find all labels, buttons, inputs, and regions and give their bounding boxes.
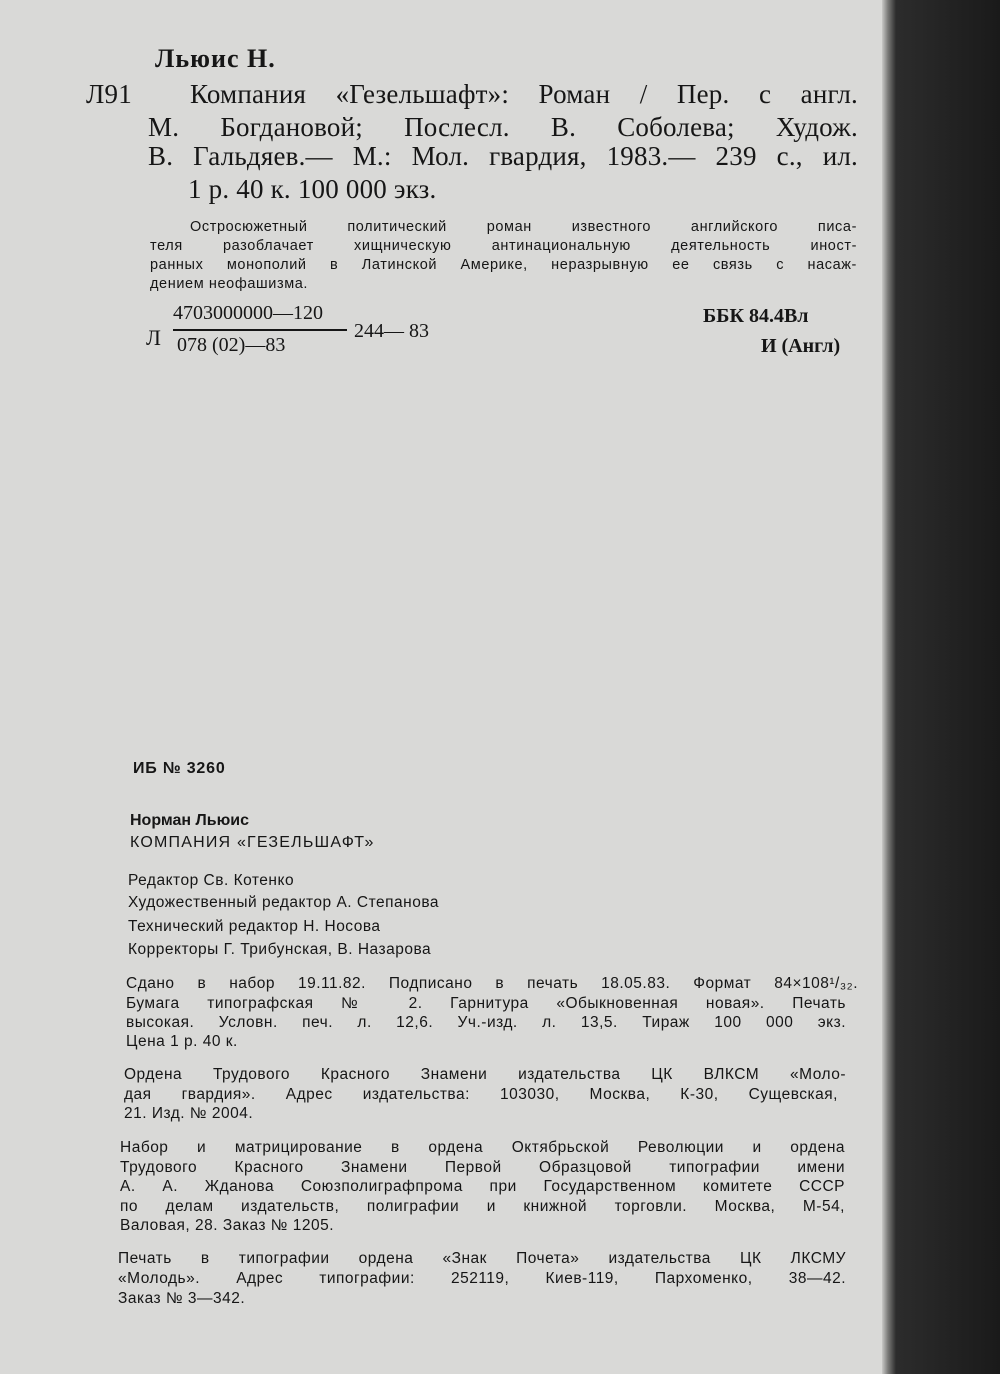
annotation-line: дением неофашизма. — [150, 276, 309, 292]
printing-line: Печать в типографии ордена «Знак Почета» издательства ЦК ЛКСМУ — [118, 1250, 846, 1267]
index-letter: Л — [146, 325, 161, 350]
production-line: высокая. Условн. печ. л. 12,6. Уч.-изд. л. 13,5. Тираж 100 000 экз. — [126, 1014, 846, 1031]
bbk-code: ББК 84.4Вл — [703, 305, 809, 327]
typesetting-line: Трудового Красного Знамени Первой Образцовой типографии имени — [120, 1159, 845, 1176]
typesetting-line: А. А. Жданова Союзполиграфпрома при Государственном комитете СССР — [120, 1178, 845, 1195]
production-line: Бумага типографская № 2. Гарнитура «Обыкновенная новая». Печать — [126, 995, 846, 1012]
author-heading: Льюис Н. — [155, 44, 276, 73]
staff-line: Корректоры Г. Трибунская, В. Назарова — [128, 941, 432, 958]
index-numerator: 4703000000—120 — [173, 302, 323, 324]
publisher-line: Ордена Трудового Красного Знамени издательства ЦК ВЛКСМ «Моло- — [124, 1066, 846, 1083]
fraction-line — [173, 329, 347, 331]
description-line: М. Богдановой; Послесл. В. Соболева; Худож. — [148, 112, 858, 142]
annotation-line: теля разоблачает хищническую антинациональную деятельность иност- — [150, 238, 857, 254]
index-suffix: 244— 83 — [354, 320, 429, 342]
index-denominator: 078 (02)—83 — [177, 334, 286, 356]
book-spine-shadow — [882, 0, 1000, 1374]
staff-line: Технический редактор Н. Носова — [128, 918, 381, 935]
annotation-line: ранных монополий в Латинской Америке, неразрывную ее связь с насаж- — [150, 257, 857, 273]
printing-line: «Молодь». Адрес типографии: 252119, Киев-119, Пархоменко, 38—42. — [118, 1270, 846, 1287]
ib-number: ИБ № 3260 — [133, 760, 226, 777]
publisher-line: 21. Изд. № 2004. — [124, 1105, 254, 1122]
staff-line: Художественный редактор А. Степанова — [128, 894, 440, 911]
publisher-line: дая гвардия». Адрес издательства: 103030, Москва, К-30, Сущевская, — [124, 1086, 838, 1103]
printing-line: Заказ № 3—342. — [118, 1290, 246, 1307]
description-line: Компания «Гезельшафт»: Роман / Пер. с англ. — [190, 79, 858, 109]
typesetting-line: по делам издательств, полиграфии и книжной торговли. Москва, М-54, — [120, 1198, 845, 1215]
production-line: Цена 1 р. 40 к. — [126, 1033, 238, 1050]
description-line: 1 р. 40 к. 100 000 экз. — [188, 174, 437, 204]
catalog-code: Л91 — [86, 79, 132, 109]
production-line: Сдано в набор 19.11.82. Подписано в печать 18.05.83. Формат 84×108¹/₃₂. — [126, 975, 858, 992]
imprint-author: Норман Льюис — [130, 812, 249, 829]
class-code: И (Англ) — [761, 335, 841, 357]
imprint-title: КОМПАНИЯ «ГЕЗЕЛЬШАФТ» — [130, 834, 375, 851]
typesetting-line: Валовая, 28. Заказ № 1205. — [120, 1217, 335, 1234]
annotation-line: Остросюжетный политический роман известного английского писа- — [190, 219, 857, 235]
staff-line: Редактор Св. Котенко — [128, 872, 295, 889]
typesetting-line: Набор и матрицирование в ордена Октябрьской Революции и ордена — [120, 1139, 845, 1156]
description-line: В. Гальдяев.— М.: Мол. гвардия, 1983.— 239 с., ил. — [148, 141, 858, 171]
